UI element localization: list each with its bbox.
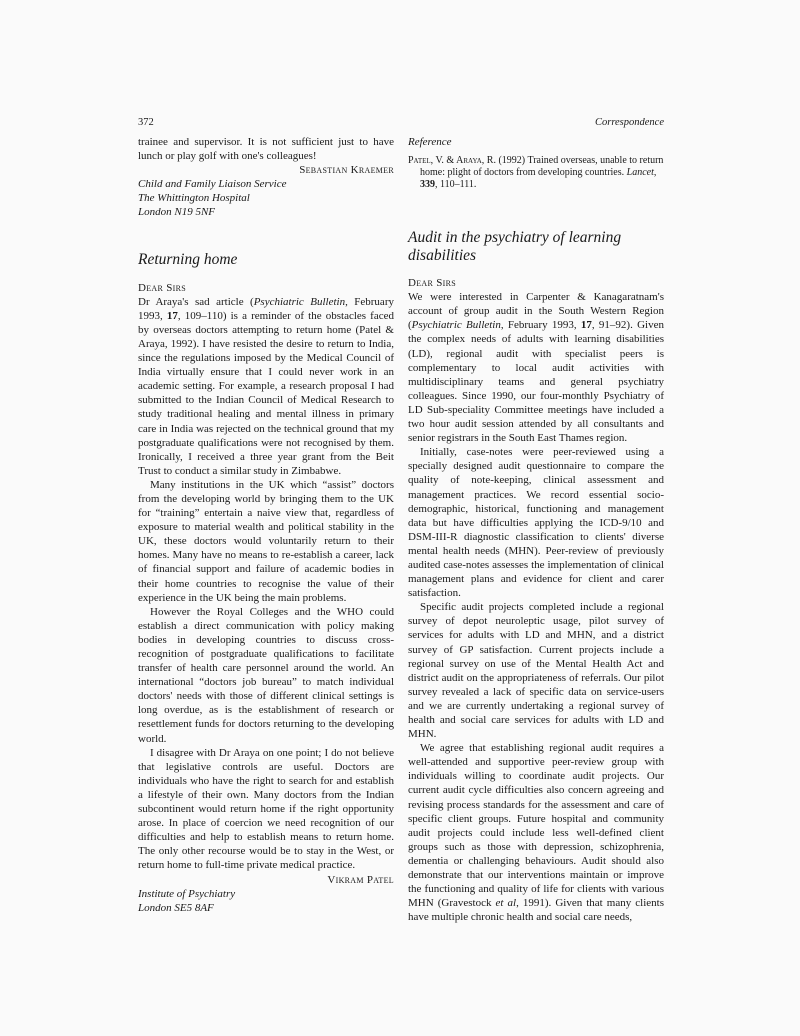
letter-address-line: Institute of Psychiatry <box>138 887 236 900</box>
article-title-audit: Audit in the psychiatry of learning disabilities <box>408 229 622 265</box>
previous-letter-address-line: London N19 5NF <box>138 206 216 219</box>
previous-letter-signature: Sebastian Kraemer <box>299 164 394 177</box>
letter-paragraph: We agree that establishing regional audit requires a well-attended and supportive peer-review group with individuals willing to coordinate audit projects. Our current audit cycle difficulties also concern agreeing and revising process standards for the assessment and care of specific client groups. Future hospital and community audit projects could include less well-defined client groups such as those with depression, schizophrenia, dementia or challenging behaviours. Audit should also demonstrate that our interventions maintain or improve the functioning and quality of life for clients with various MHN (Gravestock et al, 1991). Given that many clients have multiple chronic health and social care needs, <box>408 742 664 924</box>
journal-title: Psychiatric Bulletin <box>253 295 346 308</box>
right-column <box>408 135 664 924</box>
reference-heading: Reference <box>408 136 452 148</box>
page-number: 372 <box>138 117 154 128</box>
running-head <box>138 117 664 131</box>
volume-number: 17 <box>580 319 592 332</box>
volume-number: 17 <box>166 309 178 322</box>
left-column <box>138 135 394 915</box>
journal-title: Psychiatric Bulletin <box>411 319 501 332</box>
letter-paragraph: I disagree with Dr Araya on one point; I do not believe that legislative controls are useful. Doctors are individuals who have the right to search for and establish a lifestyle of their own. Many doctors from the Indian subcontinent would return home if the right opportunity arose. In place of coercion we need recognition of our difficulties and help to establish means to return home. The only other recourse would be to stay in the West, or return home to full-time private medical practice. <box>138 746 394 872</box>
letter-paragraph: Specific audit projects completed include a regional survey of depot neuroleptic usage, pilot survey of services for adults with LD and MHN, and a district survey of GP satisfaction. Current projects include a regional survey on use of the Mental Health Act and district audit on the appropriateness of referrals. Our pilot survey revealed a lack of specific data on service-users and we are currently undertaking a regional survey of health and social care services for adults with LD and MHN. <box>408 601 664 741</box>
salutation: Dear Sirs <box>408 277 456 290</box>
letter-signature: Vikram Patel <box>327 873 394 886</box>
letter-paragraph: Initially, case-notes were peer-reviewed using a specially designed audit questionnaire to compare the quality of note-keeping, clinical assessment and management practices. We record essential socio-demographic, historical, functioning and management data but have difficulties applying the ICD-9/10 and DSM-III-R diagnostic classification to clients' diverse mental health needs (MHN). Peer-review of previously audited case-notes assesses the implementation of clinical management plans and evidence for client and carer satisfaction. <box>408 446 664 600</box>
letter-paragraph: We were interested in Carpenter & Kanagaratnam's account of group audit in the South Western Region (Psychiatric Bulletin, February 1993, 17, 91–92). Given the complex needs of adults with learning disabilities (LD), regional audit with specialist peers is complementary to local audit activities with multidisciplinary teams and general psychiatry colleagues. Since 1990, our four-monthly Psychiatry of LD Sub-speciality Committee meetings have included a two hour audit session attended by all consultants and senior registrars in the South East Thames region. <box>408 291 664 445</box>
article-title-returning-home: Returning home <box>138 250 238 268</box>
letter-paragraph: However the Royal Colleges and the WHO could establish a direct communication with policy making bodies in developing countries to discuss cross-recognition of postgraduate qualifications to facilitate transfer of health care personnel around the world. An international “doctors job bureau” to match individual doctors' needs with those of different clinical settings is long overdue, as is the establishment of research or resettlement funds for doctors returning to the developing world. <box>138 605 394 745</box>
reference-entry: Patel, V. & Araya, R. (1992) Trained overseas, unable to return home: plight of doctors from developing countries. Lancet, 339, 110–111. <box>408 155 664 191</box>
letter-paragraph: Dr Araya's sad article (Psychiatric Bulletin, February 1993, 17, 109–110) is a reminder of the obstacles faced by overseas doctors attempting to return home (Patel & Araya, 1992). I have resisted the desire to return to India, since the regulations imposed by the Medical Council of India virtually ensure that I could never work in an academic setting. For example, a research proposal I had submitted to the Indian Council of Medical Research to study traditional healing and mental illness in primary care in India was rejected on the technical ground that my postgraduate qualifications were not recognised by them. Ironically, I received a three year grant from the Beit Trust to conduct a similar study in Zimbabwe. <box>138 295 394 477</box>
letter-paragraph: Many institutions in the UK which “assist” doctors from the developing world by bringing them to the UK for “training” entertain a naive view that, regardless of exposure to material wealth and political stability in the UK, these doctors would voluntarily return to their homes. Many have no means to re-establish a career, lack of financial support and failure of academic bodies in their home countries to recognise the value of their experience in the UK being the main problems. <box>138 478 394 604</box>
previous-letter-address-line: Child and Family Liaison Service <box>138 178 287 191</box>
section-label: Correspondence <box>594 117 664 128</box>
previous-letter-closing: trainee and supervisor. It is not sufficient just to have lunch or play golf with one's colleagues! <box>138 136 394 163</box>
letter-address-line: London SE5 8AF <box>138 901 214 914</box>
previous-letter-address-line: The Whittington Hospital <box>138 192 250 205</box>
salutation: Dear Sirs <box>138 281 186 294</box>
